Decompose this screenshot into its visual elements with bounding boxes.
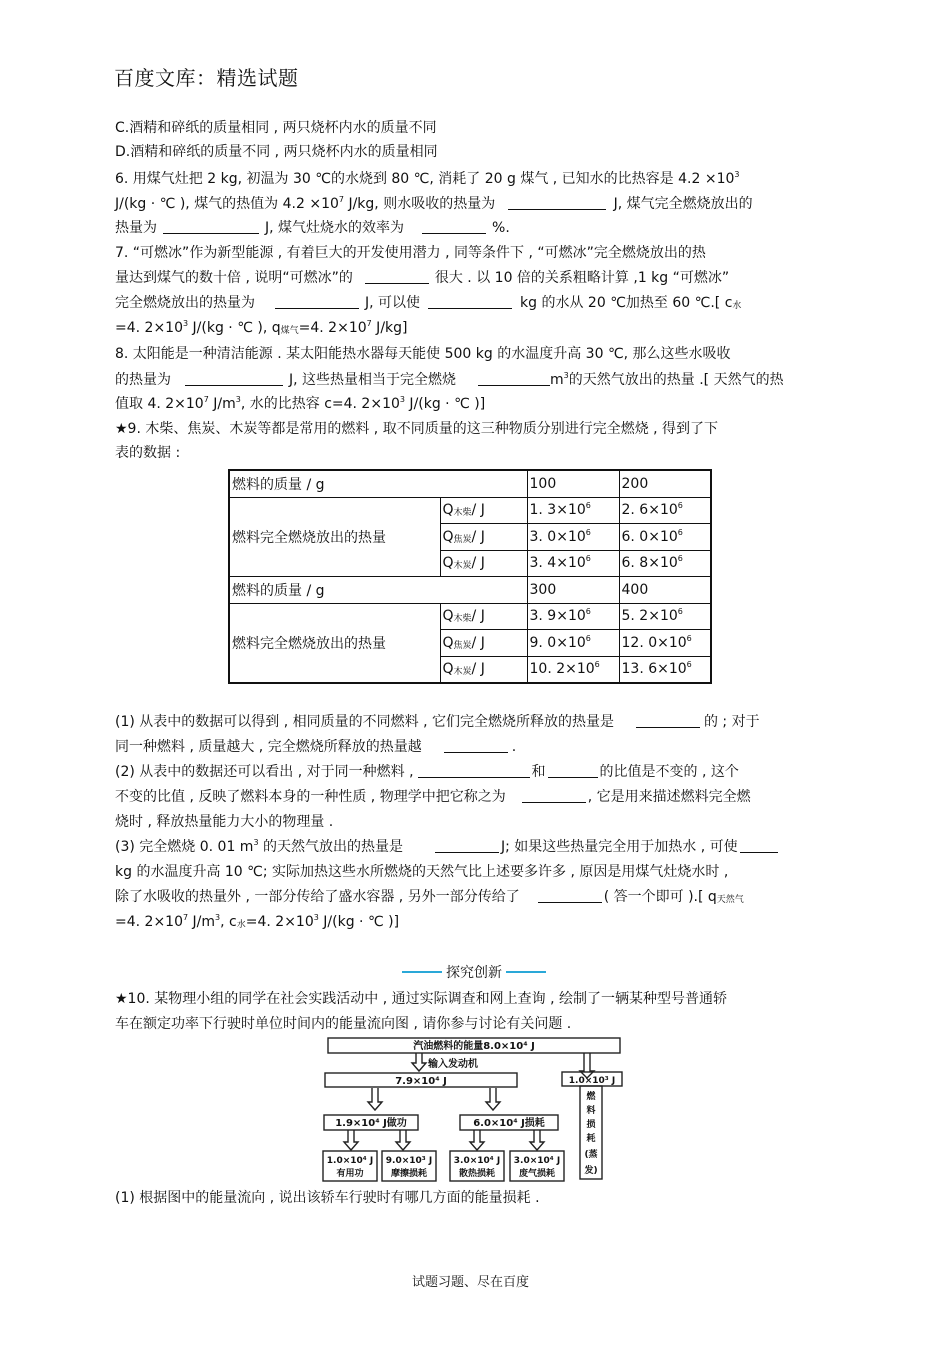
heat-cell: 10. $2\times 10^6$	[527, 656, 619, 683]
heat-cell: 2. $6\times 10^6$	[619, 497, 711, 524]
heat-loss-value: 3.0×10⁴ J	[453, 1156, 501, 1166]
evaporation-label: 1.0×10³ J	[568, 1076, 616, 1086]
question-8-line-3: 值取 4. $2\times 10^7$ $J/m^3$, 水的比热容 c=4. $2\times 10^3$ J/(kg · ℃ )]	[115, 395, 486, 412]
section-header: 探究创新	[398, 962, 550, 982]
fuel-energy-label: 汽油燃料的能量8.0×10⁴ J	[413, 1041, 535, 1052]
exhaust-loss-label: 废气损耗	[518, 1169, 556, 1179]
heat-header: 燃料完全燃烧放出的热量	[229, 603, 440, 683]
arrow-down-icon	[580, 1053, 594, 1078]
arrow-down-icon	[470, 1130, 484, 1150]
question-7-line-2: 量达到煤气的数十倍 , 说明“可燃冰”的 很大 . 以 10 倍的关系粗略计算 ,1 kg “可燃冰”	[115, 270, 730, 286]
heat-cell: 13. $6\times 10^6$	[619, 656, 711, 683]
arrow-down-icon	[344, 1130, 358, 1150]
question-6-line-1: 6. 用煤气灶把 2 kg, 初温为 30 ℃的水烧到 80 ℃, 消耗了 20 g 煤气 , 已知水的比热容是 $4.2 \times 10^3$	[115, 170, 740, 187]
fuel-loss-char: 料	[586, 1106, 596, 1116]
work-label: 1.9×10⁴ J做功	[335, 1118, 407, 1129]
fuel-loss-char: 发)	[584, 1166, 598, 1176]
friction-loss-value: 9.0×10³ J	[385, 1156, 433, 1166]
fuel-loss-char: 燃	[586, 1092, 596, 1102]
fuel-loss-char: (蒸	[584, 1150, 598, 1160]
question-9-3-line-2: kg 的水温度升高 10 ℃; 实际加热这些水所燃烧的天然气比上述要多许多 , 原因是用煤气灶烧水时 ,	[115, 864, 729, 880]
question-9-1-line-2: 同一种燃料 , 质量越大 , 完全燃烧所释放的热量越 .	[115, 739, 517, 755]
answer-blank[interactable]	[435, 838, 499, 853]
mass-header: 燃料的质量 / g	[229, 577, 527, 604]
heat-cell: 6. $0\times 10^6$	[619, 524, 711, 551]
fuel-loss-char: 耗	[586, 1134, 596, 1144]
energy-flow-diagram	[322, 1037, 628, 1183]
question-7-line-4: =4. $2\times 10^3$ J/(kg · ℃ ), $q_{煤气}=4$. $2\times 10^7$ J/kg]	[115, 319, 408, 336]
question-7-line-1: 7. “可燃冰”作为新型能源 , 有着巨大的开发使用潜力 , 同等条件下 , “可燃冰”完全燃烧放出的热	[115, 245, 706, 261]
heat-cell: 12. $0\times 10^6$	[619, 630, 711, 657]
fuel-label: $Q_{木柴}/$ J	[440, 603, 527, 630]
question-9-line-1: ★9. 木柴、焦炭、木炭等都是常用的燃料 , 取不同质量的这三种物质分别进行完全燃烧 , 得到了下	[115, 421, 719, 437]
question-9-2-line-3: 烧时 , 释放热量能力大小的物理量 .	[115, 814, 334, 830]
question-9-1-line-1: (1) 从表中的数据可以得到 , 相同质量的不同燃料 , 它们完全燃烧所释放的热量是 的 ; 对于	[115, 714, 760, 730]
answer-blank[interactable]	[636, 713, 700, 728]
arrow-down-icon	[396, 1130, 410, 1150]
fuel-label: $Q_{木炭}/$ J	[440, 550, 527, 577]
arrow-down-icon	[486, 1088, 500, 1110]
useful-work-label: 有用功	[336, 1169, 364, 1179]
mass-header: 燃料的质量 / g	[229, 470, 527, 497]
page-footer: 试题习题、尽在百度	[412, 1275, 530, 1290]
question-10-1: (1) 根据图中的能量流向 , 说出该轿车行驶时有哪几方面的能量损耗 .	[115, 1190, 540, 1206]
answer-blank[interactable]	[185, 371, 283, 386]
question-6-line-3: 热量为 J, 煤气灶烧水的效率为 %.	[115, 220, 510, 236]
question-9-line-2: 表的数据 :	[115, 445, 181, 461]
arrow-down-icon	[368, 1088, 382, 1110]
answer-blank[interactable]	[522, 788, 586, 803]
fuel-label: $Q_{焦炭}/$ J	[440, 630, 527, 657]
page-title: 百度文库：精选试题	[114, 66, 299, 90]
heat-cell: 3. $4\times 10^6$	[527, 550, 619, 577]
exhaust-loss-value: 3.0×10⁴ J	[513, 1156, 561, 1166]
heat-cell: 5. $2\times 10^6$	[619, 603, 711, 630]
answer-blank[interactable]	[365, 269, 429, 284]
fuel-loss-char: 损	[586, 1120, 596, 1130]
question-9-3-line-1: (3) 完全燃烧 0. 01 $m^3$ 的天然气放出的热量是 J; 如果这些热量完全用于加热水 , 可使	[115, 838, 778, 856]
answer-blank[interactable]	[422, 219, 486, 234]
section-rule	[506, 971, 546, 973]
answer-blank[interactable]	[444, 738, 508, 753]
answer-blank[interactable]	[163, 219, 259, 234]
table-row	[229, 497, 711, 524]
question-10-line-2: 车在额定功率下行驶时单位时间内的能量流向图 , 请你参与讨论有关问题 .	[115, 1016, 572, 1032]
table-row	[229, 470, 711, 497]
question-9-2-line-2: 不变的比值 , 反映了燃料本身的一种性质 , 物理学中把它称之为 , 它是用来描述燃料完全燃	[115, 789, 751, 805]
heat-cell: 3. $9\times 10^6$	[527, 603, 619, 630]
engine-output-label: 7.9×10⁴ J	[395, 1076, 447, 1087]
question-9-3-line-4: =4. $2\times 10^7$ $J/m^3$, $c_水=4$. $2\times 10^3$ J/(kg · ℃ )]	[115, 913, 400, 930]
question-7-line-3: 完全燃烧放出的热量为 J, 可以使 kg 的水从 20 ℃加热至 60 ℃.[ $c_水$	[115, 295, 742, 311]
table-row	[229, 577, 711, 604]
answer-blank[interactable]	[538, 888, 602, 903]
useful-work-value: 1.0×10⁴ J	[326, 1156, 374, 1166]
question-6-line-2: J/(kg · ℃ ), 煤气的热值为 $4.2 \times 10^7$ J/kg, 则水吸收的热量为 J, 煤气完全燃烧放出的	[115, 195, 753, 212]
fuel-label: $Q_{焦炭}/$ J	[440, 524, 527, 551]
heat-cell: 1. $3\times 10^6$	[527, 497, 619, 524]
heat-cell: 3. $0\times 10^6$	[527, 524, 619, 551]
fuel-label: $Q_{木炭}/$ J	[440, 656, 527, 683]
fuel-label: $Q_{木柴}/$ J	[440, 497, 527, 524]
answer-blank[interactable]	[478, 371, 550, 386]
answer-blank[interactable]	[418, 763, 530, 778]
mass-cell: 200	[619, 470, 711, 497]
answer-blank[interactable]	[508, 195, 606, 210]
question-9-3-line-3: 除了水吸收的热量外 , 一部分传给了盛水容器 , 另外一部分传给了 ( 答一个即可 ).[ $q_{天然气}$	[115, 889, 744, 905]
option-d: D.酒精和碎纸的质量不同 , 两只烧杯内水的质量相同	[115, 144, 438, 160]
fuel-heat-table	[228, 469, 712, 684]
arrow-down-icon	[412, 1053, 426, 1071]
question-10-line-1: ★10. 某物理小组的同学在社会实践活动中 , 通过实际调查和网上查询 , 绘制了一辆某种型号普通轿	[115, 991, 727, 1007]
answer-blank[interactable]	[548, 763, 598, 778]
question-8-line-2: 的热量为 J, 这些热量相当于完全燃烧 $m^3$的天然气放出的热量 .[ 天然气的热	[115, 371, 784, 388]
section-rule	[402, 971, 442, 973]
option-c: C.酒精和碎纸的质量相同 , 两只烧杯内水的质量不同	[115, 120, 437, 136]
heat-cell: 9. $0\times 10^6$	[527, 630, 619, 657]
table-row	[229, 603, 711, 630]
mass-cell: 400	[619, 577, 711, 604]
arrow-down-icon	[530, 1130, 544, 1150]
loss-label: 6.0×10⁴ J损耗	[473, 1118, 545, 1129]
mass-cell: 100	[527, 470, 619, 497]
heat-loss-label: 散热损耗	[458, 1169, 496, 1179]
friction-loss-label: 摩擦损耗	[390, 1169, 428, 1179]
answer-blank[interactable]	[740, 838, 778, 853]
answer-blank[interactable]	[428, 294, 512, 309]
engine-label: 输入发动机	[428, 1059, 478, 1070]
question-9-2-line-1: (2) 从表中的数据还可以看出 , 对于同一种燃料 , 和 的比值是不变的 , 这个	[115, 764, 739, 780]
heat-cell: 6. $8\times 10^6$	[619, 550, 711, 577]
answer-blank[interactable]	[275, 294, 359, 309]
mass-cell: 300	[527, 577, 619, 604]
question-8-line-1: 8. 太阳能是一种清洁能源 . 某太阳能热水器每天能使 500 kg 的水温度升高 30 ℃, 那么这些水吸收	[115, 346, 731, 362]
heat-header: 燃料完全燃烧放出的热量	[229, 497, 440, 577]
